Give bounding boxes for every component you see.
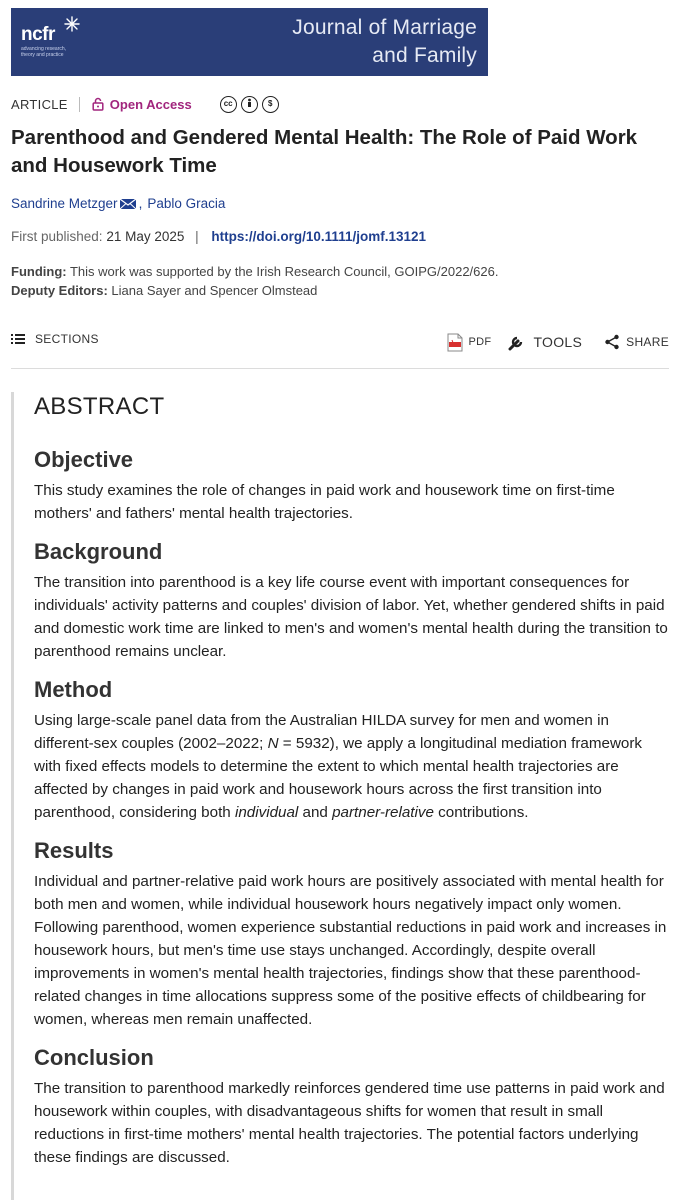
author-link[interactable]: Pablo Gracia [147, 196, 226, 211]
toolbar-divider [11, 368, 669, 369]
article-title: Parenthood and Gendered Mental Health: The Role of Paid Work and Housework Time [11, 126, 638, 177]
abstract-heading: ABSTRACT [34, 393, 165, 420]
method-text-part: contributions. [433, 804, 529, 821]
pdf-icon [447, 333, 463, 352]
tools-label: TOOLS [533, 334, 583, 350]
method-text-part: Using large-scale panel data from the Australian HILDA survey for men and women in different-sex couples (2002–2022; [34, 712, 609, 752]
open-access-label: Open Access [109, 96, 192, 112]
divider [79, 97, 80, 112]
background-heading: Background [34, 539, 163, 564]
journal-title-line2: and Family [372, 44, 477, 67]
conclusion-text: The transition to parenthood markedly reinforces gendered time use patterns in paid work and housework within couples, with disadvantageous shifts for women that result in small reductions in first-time mothers' mental health trajectories. The potential factors underlying these findings are discussed. [34, 1080, 665, 1166]
doi-link[interactable]: https://doi.org/10.1111/jomf.13121 [211, 229, 427, 244]
separator: | [195, 229, 199, 244]
funding-line [11, 262, 498, 281]
method-emphasis: partner-relative [332, 804, 434, 821]
editors-label: Deputy Editors: [11, 283, 108, 298]
first-published-label: First published: [11, 229, 103, 244]
background-text: The transition into parenthood is a key life course event with important consequences for individuals' activity patterns and couples' division of labor. Yet, whether gendered shifts in paid and domestic work time are linked to men's and women's mental health during the transition to parenthood remains unclear. [34, 574, 668, 660]
author-list [11, 196, 225, 211]
publication-info [11, 229, 426, 244]
ncfr-logo [21, 22, 81, 62]
results-heading: Results [34, 838, 114, 863]
method-text [34, 709, 669, 824]
method-emphasis: individual [234, 804, 299, 821]
logo-tagline: advancing research, theory and practice [21, 46, 67, 58]
author-separator: , [138, 196, 143, 211]
open-access-badge[interactable] [92, 97, 192, 112]
method-text-part: = 5932), we apply a longitudinal mediation framework with fixed effects models to determine the extent to which mental health trajectories are affected by changes in paid work and housework hours across the first transition into parenthood, considering both [34, 735, 643, 821]
method-heading: Method [34, 677, 113, 702]
by-icon [241, 96, 258, 113]
funding-info [11, 262, 498, 300]
first-published-date: 21 May 2025 [106, 229, 185, 244]
logo-word: ncfr [21, 24, 55, 45]
journal-title-line1: Journal of Marriage [292, 16, 477, 39]
funding-label: Funding: [11, 264, 67, 279]
article-toolbar [11, 332, 669, 354]
list-icon [11, 333, 25, 345]
method-text-part: and [298, 804, 333, 821]
pdf-label: PDF [468, 336, 492, 348]
conclusion-heading: Conclusion [34, 1045, 154, 1070]
journal-banner[interactable] [11, 8, 488, 76]
author-link[interactable]: Sandrine Metzger [11, 196, 118, 211]
journal-title [292, 14, 477, 70]
abstract-section [11, 392, 669, 1200]
results-text: Individual and partner-relative paid work hours are positively associated with mental health for both men and women, while individual housework hours negatively impact only women. Following parenthood, women experience substantial reductions in paid work and increases in housework hours, but men's time use stays unchanged. Accordingly, despite overall improvements in women's mental health trajectories, findings show that these parenthood-related changes in time allocations suppress some of the positive effects of childbearing for women, whereas men remain unaffected. [34, 873, 667, 1028]
objective-text: This study examines the role of changes in paid work and housework time on first-time mothers' and fathers' mental health trajectories. [34, 482, 615, 522]
tools-button[interactable] [507, 332, 582, 352]
share-label: SHARE [626, 335, 669, 349]
editors-text: Liana Sayer and Spencer Olmstead [111, 283, 318, 298]
sections-button[interactable] [11, 332, 99, 346]
article-type: ARTICLE [11, 96, 68, 112]
nc-icon: $ [262, 96, 279, 113]
article-meta-row [11, 94, 279, 114]
share-icon [604, 334, 620, 350]
license-icons[interactable] [220, 96, 279, 113]
pdf-button[interactable] [447, 333, 492, 352]
sample-size-symbol: N [267, 735, 279, 752]
editors-line [11, 281, 498, 300]
lock-open-icon [92, 97, 104, 111]
toolbar-actions [447, 332, 669, 352]
funding-text: This work was supported by the Irish Research Council, GOIPG/2022/626. [69, 264, 499, 279]
wrench-icon [507, 332, 527, 352]
sections-label: SECTIONS [35, 332, 99, 346]
envelope-icon[interactable] [119, 198, 137, 210]
cc-icon: cc [220, 96, 237, 113]
objective-heading: Objective [34, 447, 134, 472]
share-button[interactable] [604, 334, 669, 350]
star-icon [64, 16, 80, 32]
